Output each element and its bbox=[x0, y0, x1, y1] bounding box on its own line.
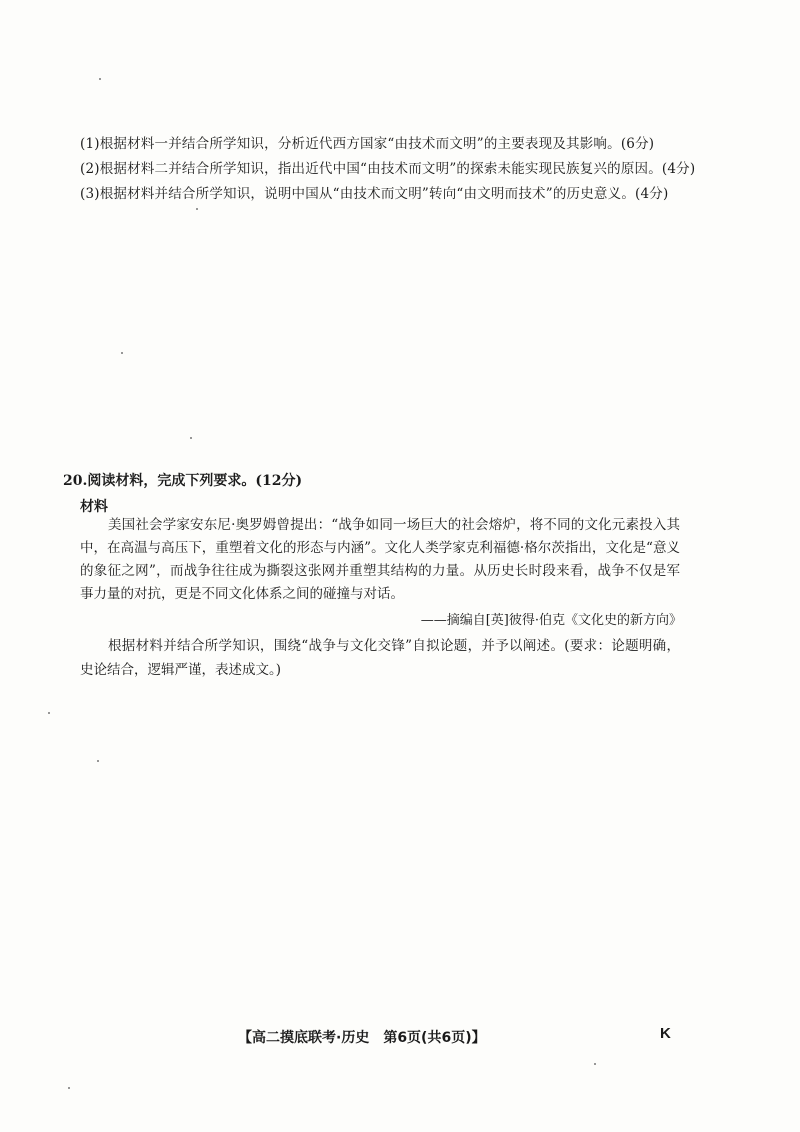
scan-speck bbox=[48, 712, 50, 714]
question-20-heading: 20.阅读材料，完成下列要求。(12分) bbox=[63, 473, 303, 489]
question-20-task: 根据材料并结合所学知识，围绕“战争与文化交锋”自拟论题，并予以阐述。(要求：论题明确，史论结合，逻辑严谨，表述成文。) bbox=[80, 638, 680, 678]
question-19-part-3: (3)根据材料并结合所学知识，说明中国从“由技术而文明”转向“由文明而技术”的历史意义。(4分) bbox=[80, 186, 669, 202]
scan-speck bbox=[190, 437, 192, 439]
scan-speck bbox=[68, 1087, 70, 1089]
scan-speck bbox=[97, 760, 99, 762]
question-19-part-2: (2)根据材料二并结合所学知识，指出近代中国“由技术而文明”的探索未能实现民族复兴的原因。(4分) bbox=[80, 161, 696, 177]
material-text: 美国社会学家安东尼·奥罗姆曾提出：“战争如同一场巨大的社会熔炉，将不同的文化元素投入其中，在高温与高压下，重塑着文化的形态与内涵”。文化人类学家克利福德·格尔茨指出，文化是“意义的象征之网”，而战争往往成为撕裂这张网并重塑其结构的力量。从历史长时段来看，战争不仅是军事力量的对抗，更是不同文化体系之间的碰撞与对话。 bbox=[80, 517, 680, 602]
material-label: 材料 bbox=[80, 499, 108, 515]
paper-code: K bbox=[660, 1025, 671, 1042]
material-source: ——摘编自[英]彼得·伯克《文化史的新方向》 bbox=[420, 613, 682, 628]
question-19-part-1: (1)根据材料一并结合所学知识，分析近代西方国家“由技术而文明”的主要表现及其影响。(6分) bbox=[80, 136, 655, 152]
scan-speck bbox=[121, 352, 123, 354]
scan-speck bbox=[196, 208, 198, 210]
page-footer: 【高二摸底联考·历史 第6页(共6页)】 bbox=[238, 1030, 486, 1046]
scan-speck bbox=[99, 78, 101, 80]
scan-speck bbox=[594, 1063, 596, 1065]
